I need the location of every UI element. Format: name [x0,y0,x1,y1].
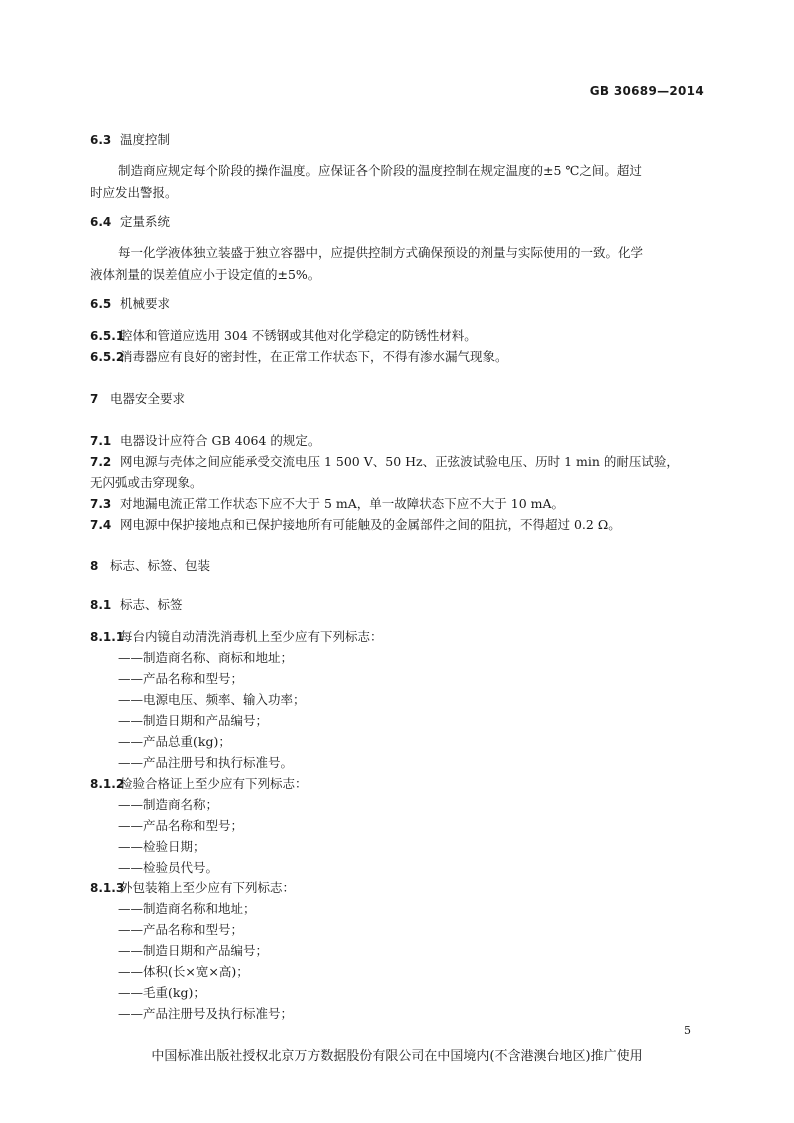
clause-7-1 [90,433,320,449]
list-item: ——制造商名称和地址； [118,901,256,916]
clause-text: 消毒器应有良好的密封性，在正常工作状态下，不得有渗水漏气现象。 [120,349,508,364]
clause-number: 6.5.2 [90,350,125,364]
clause-number: 6.5.1 [90,329,125,343]
clause-7-2 [90,454,679,470]
clause-text: 网电源与壳体之间应能承受交流电压 1 500 V、50 Hz、正弦波试验电压、历时 1 min 的耐压试验， [120,454,679,469]
clause-7-3 [90,496,564,512]
clause-8-1-1 [90,629,383,645]
section-number: 6.4 [90,215,112,229]
section-number: 6.3 [90,133,112,147]
paragraph-line: 液体剂量的误差值应小于设定值的±5%。 [90,267,321,282]
list-item: ——毛重(kg)； [118,985,206,1000]
list-item: ——产品名称和型号； [118,671,244,686]
clause-number: 7.2 [90,455,112,469]
page-number: 5 [684,1024,691,1037]
section-8-1-heading [90,597,183,613]
list-item: ——检验日期； [118,839,206,854]
list-item: ——产品注册号和执行标准号。 [118,755,294,770]
clause-6-5-2 [90,349,508,365]
clause-number: 7.4 [90,518,112,532]
list-item: ——产品名称和型号； [118,818,244,833]
section-title: 标志、标签 [120,597,183,612]
clause-number: 8.1.2 [90,777,125,791]
chapter-number: 7 [90,392,99,406]
paragraph-line: 无闪弧或击穿现象。 [90,475,203,490]
paragraph-line: 制造商应规定每个阶段的操作温度。应保证各个阶段的温度控制在规定温度的±5 ℃之间。超过 [118,163,642,178]
paragraph-line: 时应发出警报。 [90,185,178,200]
section-title: 定量系统 [120,214,171,229]
section-number: 6.5 [90,297,112,311]
clause-8-1-3 [90,880,295,896]
distribution-note: 中国标准出版社授权北京万方数据股份有限公司在中国境内(不含港澳台地区)推广使用 [151,1049,643,1064]
section-6-4-heading [90,214,170,230]
list-item: ——制造日期和产品编号； [118,713,269,728]
paragraph-line: 每一化学液体独立装盛于独立容器中，应提供控制方式确保预设的剂量与实际使用的一致。化学 [118,245,644,260]
clause-6-5-1 [90,328,477,344]
clause-number: 8.1.3 [90,881,125,895]
section-6-3-heading [90,132,170,148]
clause-text: 电器设计应符合 GB 4064 的规定。 [120,433,321,448]
list-item: ——体积(长×宽×高)； [118,964,249,979]
clause-8-1-2 [90,776,308,792]
list-item: ——制造日期和产品编号； [118,943,269,958]
list-item: ——产品注册号及执行标准号； [118,1006,294,1021]
list-item: ——制造商名称； [118,797,219,812]
section-number: 8.1 [90,598,112,612]
chapter-title: 电器安全要求 [110,391,186,406]
chapter-number: 8 [90,559,99,573]
section-title: 温度控制 [120,132,171,147]
clause-text: 检验合格证上至少应有下列标志： [120,776,308,791]
chapter-title: 标志、标签、包装 [110,558,211,573]
clause-text: 腔体和管道应选用 304 不锈钢或其他对化学稳定的防锈性材料。 [120,328,477,343]
clause-number: 7.3 [90,497,112,511]
list-item: ——产品名称和型号； [118,922,244,937]
list-item: ——产品总重(kg)； [118,734,231,749]
clause-text: 网电源中保护接地点和已保护接地所有可能触及的金属部件之间的阻抗，不得超过 0.2 Ω。 [120,517,621,532]
clause-text: 对地漏电流正常工作状态下应不大于 5 mA，单一故障状态下应不大于 10 mA。 [120,496,565,511]
section-6-5-heading [90,296,170,312]
chapter-8-heading [90,558,210,574]
list-item: ——电源电压、频率、输入功率； [118,692,306,707]
clause-text: 每台内镜自动清洗消毒机上至少应有下列标志： [120,629,383,644]
clause-text: 外包装箱上至少应有下列标志： [120,880,296,895]
standard-code: GB 30689—2014 [589,84,704,98]
list-item: ——检验员代号。 [118,860,219,875]
clause-number: 8.1.1 [90,630,125,644]
clause-7-4 [90,517,621,533]
clause-number: 7.1 [90,434,112,448]
list-item: ——制造商名称、商标和地址； [118,650,294,665]
chapter-7-heading [90,391,185,407]
section-title: 机械要求 [120,296,171,311]
